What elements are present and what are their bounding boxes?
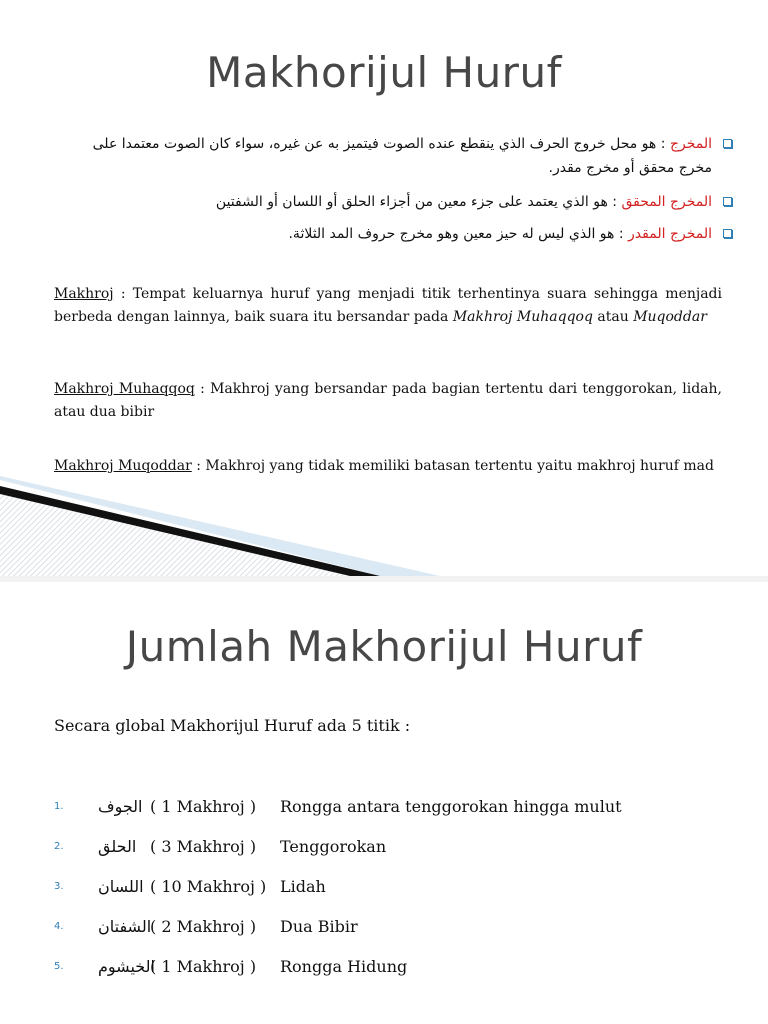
arabic-definition: : هو الذي ليس له حيز معين وهو مخرج حروف المد الثلاثة. xyxy=(288,226,629,242)
list-item xyxy=(54,837,734,867)
paragraph-term: Makhroj Muhaqqoq xyxy=(54,381,195,397)
square-bullet-icon xyxy=(723,229,732,238)
intro-text: Secara global Makhorijul Huruf ada 5 titik : xyxy=(54,716,411,735)
list-number: 3. xyxy=(54,881,64,892)
list-item xyxy=(54,957,734,987)
arabic-bullet-2 xyxy=(62,190,712,214)
item-description: Rongga Hidung xyxy=(280,957,408,976)
arabic-definition: : هو الذي يعتمد على جزء معين من أجزاء الحلق أو اللسان أو الشفتين xyxy=(215,194,622,210)
item-description: Rongga antara tenggorokan hingga mulut xyxy=(280,797,622,816)
decorative-wedge xyxy=(0,476,460,576)
arabic-bullet-1 xyxy=(62,132,712,180)
list-item xyxy=(54,797,734,827)
arabic-term: المخرج المحقق xyxy=(621,194,712,210)
paragraph-italic: Muqoddar xyxy=(633,309,707,325)
list-item xyxy=(54,917,734,947)
list-number: 2. xyxy=(54,841,64,852)
slide-2 xyxy=(0,582,768,1024)
item-description: Lidah xyxy=(280,877,326,896)
definition-paragraph-2 xyxy=(54,378,722,424)
arabic-term: اللسان xyxy=(98,877,144,896)
list-number: 4. xyxy=(54,921,64,932)
arabic-definition: : هو محل خروج الحرف الذي ينقطع عنده الصوت فيتميز به عن غيره، سواء كان الصوت معتمدا على مخرج محقق أو مخرج مقدر. xyxy=(92,136,712,176)
paragraph-term: Makhroj Muqoddar xyxy=(54,458,192,474)
makhroj-count: ( 1 Makhroj ) xyxy=(150,957,257,976)
paragraph-text: atau xyxy=(592,309,634,325)
square-bullet-icon xyxy=(723,139,732,148)
slide-title: Jumlah Makhorijul Huruf xyxy=(125,622,643,671)
arabic-term: الحلق xyxy=(98,837,137,856)
list-number: 1. xyxy=(54,801,64,812)
makhroj-count: ( 1 Makhroj ) xyxy=(150,797,257,816)
paragraph-text: : Makhroj yang bersandar pada bagian tertentu dari tenggorokan, lidah, atau dua bibir xyxy=(54,381,722,420)
makhroj-count: ( 10 Makhroj ) xyxy=(150,877,267,896)
definition-paragraph-3 xyxy=(54,455,722,478)
arabic-bullet-3 xyxy=(62,222,712,246)
arabic-term: المخرج المقدر xyxy=(628,226,712,242)
item-description: Dua Bibir xyxy=(280,917,358,936)
item-description: Tenggorokan xyxy=(280,837,387,856)
paragraph-text: : Makhroj yang tidak memiliki batasan tertentu yaitu makhroj huruf mad xyxy=(191,458,714,474)
square-bullet-icon xyxy=(723,197,732,206)
list-item xyxy=(54,877,734,907)
list-number: 5. xyxy=(54,961,64,972)
arabic-term: المخرج xyxy=(669,136,712,152)
paragraph-italic: Makhroj Muhaqqoq xyxy=(452,309,593,325)
makhroj-count: ( 3 Makhroj ) xyxy=(150,837,257,856)
makhroj-count: ( 2 Makhroj ) xyxy=(150,917,257,936)
paragraph-text: : Tempat keluarnya huruf yang menjadi titik terhentinya suara sehingga menjadi berbeda dengan lainnya, baik suara itu bersandar pada xyxy=(54,286,722,325)
arabic-term: الجوف xyxy=(98,797,143,816)
paragraph-term: Makhroj xyxy=(54,286,114,302)
definition-paragraph-1 xyxy=(54,283,722,329)
arabic-term: الشفتان xyxy=(98,917,152,936)
arabic-term: الخيشوم xyxy=(98,957,155,976)
slide-title: Makhorijul Huruf xyxy=(206,48,562,97)
